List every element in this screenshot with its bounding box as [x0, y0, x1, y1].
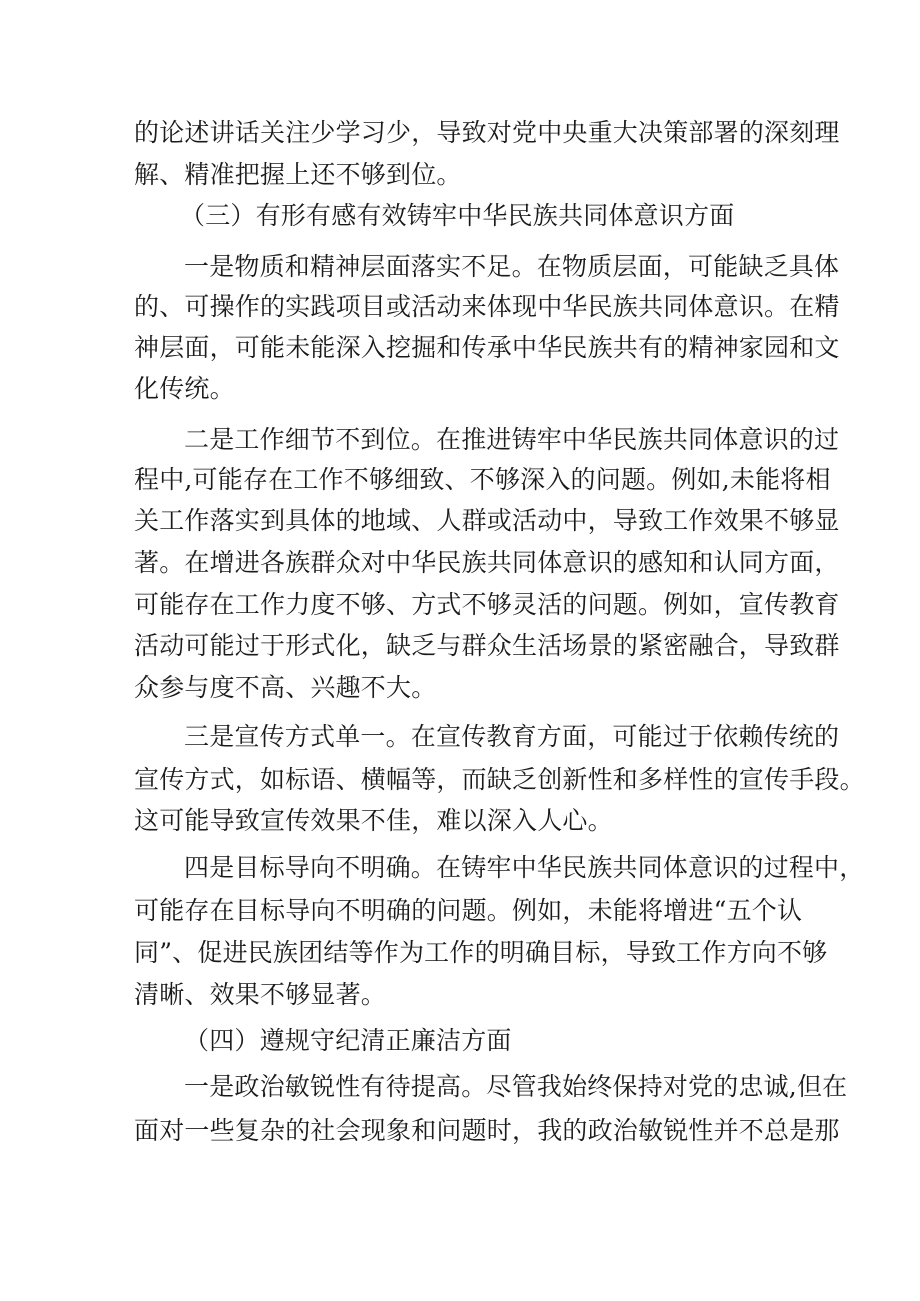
text-line: 这可能导致宣传效果不佳，难以深入人心。: [134, 806, 613, 835]
text-line: 三是宣传方式单一。在宣传教育方面，可能过于依赖传统的: [184, 722, 840, 751]
text-line: 一是物质和精神层面落实不足。在物质层面，可能缺乏具体: [184, 252, 840, 281]
text-line: 一是政治敏锐性有待提高。尽管我始终保持对党的忠诚,但在: [184, 1072, 848, 1101]
text-line: 四是目标导向不明确。在铸牢中华民族共同体意识的过程中，: [184, 853, 865, 882]
text-line: 面对一些复杂的社会现象和问题时，我的政治敏锐性并不总是那: [134, 1116, 840, 1145]
section-heading: （三）有形有感有效铸牢中华民族共同体意识方面: [180, 201, 735, 230]
text-line: 清晰、效果不够显著。: [134, 980, 387, 1009]
text-line: 解、精准把握上还不够到位。: [134, 160, 462, 189]
text-line: 同”、促进民族团结等作为工作的明确目标，导致工作方向不够: [134, 938, 828, 967]
text-line: 可能存在目标导向不明确的问题。例如，未能将增进“五个认: [134, 896, 803, 925]
text-line: 程中,可能存在工作不够细致、不够深入的问题。例如,未能将相: [134, 465, 831, 494]
text-line: 可能存在工作力度不够、方式不够灵活的问题。例如，宣传教育: [134, 590, 840, 619]
text-line: 关工作落实到具体的地域、人群或活动中，导致工作效果不够显: [134, 506, 840, 535]
text-line: 的论述讲话关注少学习少，导致对党中央重大决策部署的深刻理: [134, 118, 840, 147]
text-line: 活动可能过于形式化，缺乏与群众生活场景的紧密融合，导致群: [134, 631, 840, 660]
text-line: 神层面，可能未能深入挖掘和传承中华民族共有的精神家园和文: [134, 333, 840, 362]
text-line: 著。在增进各族群众对中华民族共同体意识的感知和认同方面，: [134, 548, 840, 577]
text-line: 众参与度不高、兴趣不大。: [134, 673, 437, 702]
section-heading: （四）遵规守纪清正廉洁方面: [184, 1026, 512, 1055]
text-line: 的、可操作的实践项目或活动来体现中华民族共同体意识。在精: [134, 292, 840, 321]
text-line: 化传统。: [134, 374, 235, 403]
text-line: 宣传方式，如标语、横幅等，而缺乏创新性和多样性的宣传手段。: [134, 765, 865, 794]
text-line: 二是工作细节不到位。在推进铸牢中华民族共同体意识的过: [184, 425, 840, 454]
